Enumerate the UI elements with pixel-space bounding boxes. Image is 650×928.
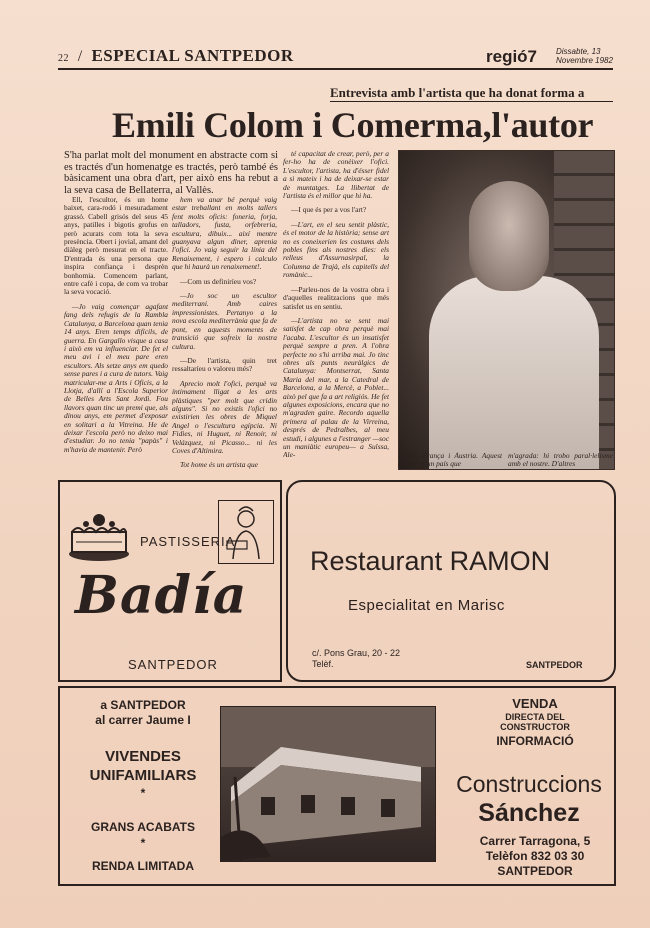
article-column-1 [64, 196, 168, 471]
date-line-2: Novembre 1982 [556, 56, 613, 65]
ad-sanchez-town: SANTPEDOR [497, 864, 573, 878]
housing-development-photo [220, 706, 436, 862]
article-paragraph: —Com us definiríeu vos? [180, 276, 257, 286]
page-number: 22 [58, 53, 69, 64]
article-column-3 [283, 150, 389, 471]
ad-ramon-name: Restaurant RAMON [310, 546, 551, 576]
ad-sanchez-line-2: DIRECTA DEL [505, 712, 565, 722]
ad-vivendes-line-2: al carrer Jaume I [95, 713, 191, 727]
ad-vivendes-star-2: * [140, 836, 146, 850]
article-paragraph: —Parleu-nos de la vostra obra i d'aquelles realitzacions que més satisfet us en sentiu. [283, 284, 389, 311]
portrait-face [469, 181, 549, 291]
ad-sanchez-name-1: Construccions [456, 771, 602, 797]
ad-badia-label: PASTISSERIA [140, 534, 236, 549]
section-title: ESPECIAL SANTPEDOR [91, 46, 294, 65]
ad-ramon-town: SANTPEDOR [526, 660, 583, 670]
ad-sanchez-name-2: Sánchez [478, 799, 580, 827]
ad-ramon-phone-label: Telèf. [312, 659, 334, 669]
ad-vivendes-line-4: UNIFAMILIARS [89, 767, 197, 784]
ad-vivendes-star-1: * [140, 786, 146, 800]
article-paragraph: té capacitat de crear, però, per a fer-ho ha de conèixer l'ofici. L'escultor, l'artista, ha d'ésser fidel a si mateix i ha de deixar-se estar de muntatges. La llibertat de l'artista és el millor que hi ha. [283, 150, 389, 201]
ad-ramon-address: c/. Pons Grau, 20 - 22 [312, 648, 401, 658]
ad-vivendes-line-1: a SANTPEDOR [100, 698, 186, 712]
newspaper-logo: regió7 [486, 47, 538, 66]
houses-illustration-icon [221, 707, 435, 861]
ad-vivendes-line-6: RENDA LIMITADA [92, 859, 194, 873]
article-paragraph: —I que és per a vos l'art? [291, 205, 367, 215]
header-rule [58, 68, 613, 70]
article-paragraph: Ell, l'escultor, és un home baixet, cara-rodó i mesuradament grassó. Cabell grisós del seus 45 anys, patilles i bigotis grofus en però acurats com tota la seva presència. Obert i jovial, amant del diàleg però mesurat en el tracte. D'entrada és una persona que inspira confiança i desprèn bonhomia. Comencem parlant, entre cafè i copa, de com va trobar la seva vocació. [64, 196, 168, 297]
article-title: Emili Colom i Comerma,l'autor [112, 105, 594, 145]
portrait-body [429, 276, 599, 470]
section-header [58, 46, 294, 66]
article-paragraph: hem va anar bé perquè vaig estar treballant en molts tallers fent molts oficis: foneria, forja, talladors, fusta, orfebreria, escultura, dibuix... així mentre guanyava algun diner, aprenia l'ofici. Jo vaig seguir la línia del Renaixement, i espero i calculo que hi haurà un renaixement!. [172, 196, 277, 272]
slash-divider-icon: / [77, 48, 83, 65]
article-paragraph: —Jo vaig començar agafant fang dels refugis de la Rambla Catalunya, a Barcelona quan tenia 14 anys. Eren temps difícils, de guerra. En Gargallo visque a casa i això em va influenciar. De fet el meu avi i el meu pare eren escultors. Als setze anys em quedo sense pares i a cura de tutors. Vaig matricular-me a Arts i Oficis, a la Llotja, d'allí a l'Escola Superior de Belles Arts Sant Jordi. Fou llavors quan tinc un premi que, als dinou anys, em permet d'exposar en solitari a la Vitreina. He de deixar l'escola però no deixo mai d'estudiar. Jo no tenia "papàs" i m'havia de mantenir. Però [64, 301, 168, 454]
ad-sanchez-line-1: VENDA [512, 696, 558, 711]
ad-sanchez-line-4: INFORMACIÓ [496, 734, 574, 748]
article-column-4: mània, França i Àustria. Aquest darrer és un país que [398, 452, 502, 469]
ad-ramon-address-block [312, 648, 400, 670]
ad-sanchez-address: Carrer Tarragona, 5 [479, 834, 591, 848]
article-column-2 [172, 196, 277, 471]
ad-sanchez-phone: Telèfon 832 03 30 [485, 849, 585, 863]
date-line-1: Dissabte, 13 [556, 47, 601, 56]
article-paragraph: Aprecio molt l'ofici, perquè va íntimament lligat a les arts plàstiques "per molt que cridin alguns". Si no existís l'ofici no existirien les obres de Miquel Angel o l'escultura egípcia. Ni Fidies, ni Huguet, ni Renoir, ni Velázquez, ni Picasso... ni les Coves d'Altimira. [172, 378, 277, 455]
kicker-rule [330, 101, 613, 102]
article-lede: S'ha parlat molt del monument en abstracte com si es tractés d'un homenatge es tractés, però també és bàsicament una obra d'art, per això ens ha rebut a la seva casa de Bellaterra, al Vallès. [64, 150, 278, 196]
article-paragraph: —L'art, en el seu sentit plàstic, és el motor de la història; sense art no es coneixerien les costums dels pobles fins als nostres dies: els relleus d'Assurnasirpal, la Columna de Trajà, els capitells del romànic... [283, 219, 389, 280]
article-column-5: m'agrada: hi trobo paral·lelisme amb el nostre. D'altres [508, 452, 613, 469]
ad-vivendes-line-3: VIVENDES [105, 748, 181, 765]
ad-badia-town: SANTPEDOR [128, 657, 218, 672]
article-paragraph: —De l'artista, quin tret ressaltaríeu o valoreu més? [172, 355, 277, 374]
baker-illustration-icon [218, 500, 274, 564]
ad-sanchez-line-3: CONSTRUCTOR [500, 722, 570, 732]
article-paragraph: Tot home és un artista que [180, 460, 258, 470]
ad-ramon-specialty: Especialitat en Marisc [348, 597, 505, 614]
cake-icon [66, 504, 132, 566]
article-kicker: Entrevista amb l'artista que ha donat forma a [330, 85, 585, 100]
ad-badia-name: Badía [75, 565, 248, 626]
issue-date [556, 47, 613, 65]
article-paragraph: —L'artista no se sent mai satisfet de cap obra perquè mai l'acaba. L'escultor és un insatisfet perquè sempre a pren. A l'obra perfecte no s'hi arriba mai. Jo tinc obres als punts neuràlgics de Catalunya: Montserrat, Santa Maria del mar, a la Catedral de Barcelona, a la Mercè, a Poblet... això pel que fa a art religiós. He fet algunes exposicions, encara que no m'agraden gaire. Recordo aquella primera al palau de la Virreina, després de Pedralbes, al meu estudi, i algunes a l'estranger —soc un maniàtic europeu— a Suïssa, Ale- [283, 315, 389, 460]
article-paragraph: —Jo soc un escultor mediterrani. Amb caires impressionistes. Pertanyo a la nova escola mediterrània que fa de pont, en aquests moments de transició que sofreix la nostra cultura. [172, 291, 277, 351]
ad-vivendes-line-5: GRANS ACABATS [91, 820, 195, 834]
artist-portrait-photo [398, 150, 615, 470]
